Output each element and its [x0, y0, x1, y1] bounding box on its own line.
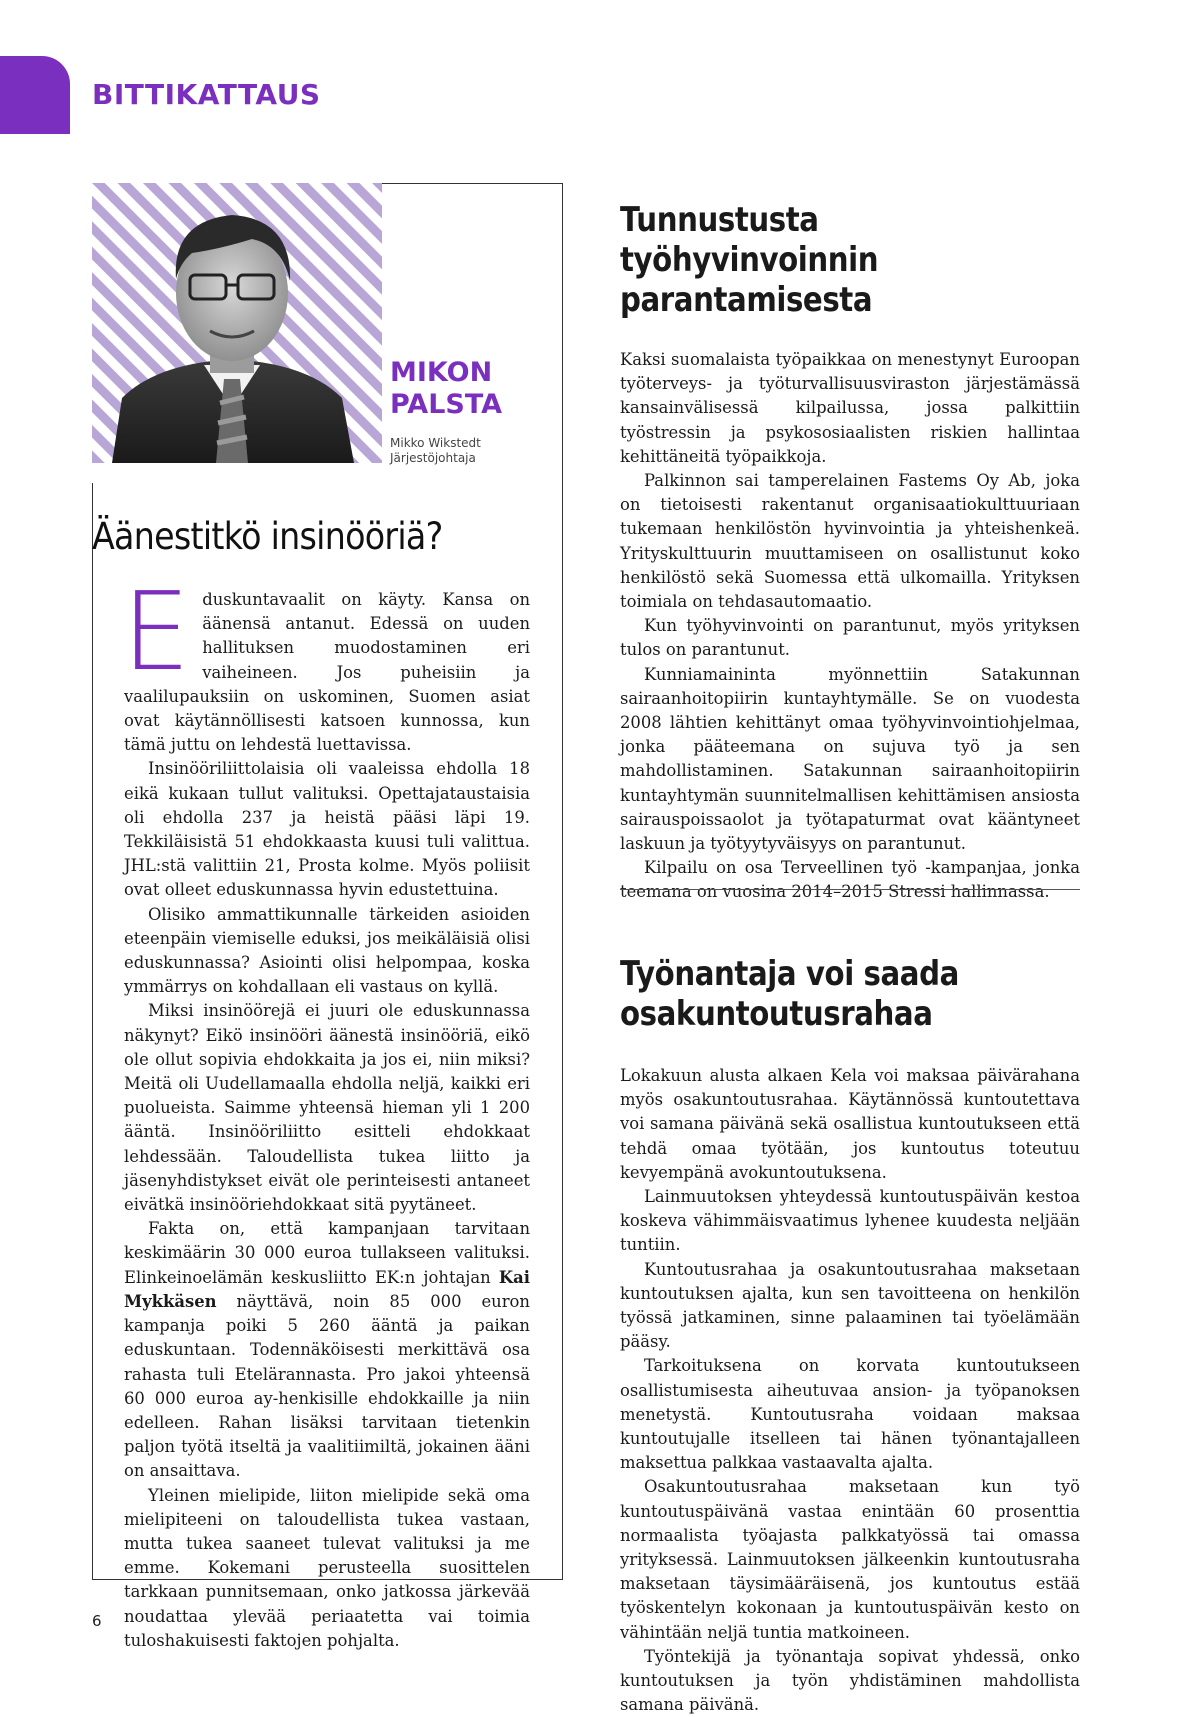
column-paragraph: Olisiko ammattikunnalle tärkeiden asioiden eteenpäin viemiselle eduksi, jos meikäläisiä olisi eduskunnassa? Asiointi olisi helpompaa, koska ymmärrys on kohdallaan eli vastaus on kyllä.	[124, 904, 530, 997]
columnist-heading	[390, 357, 502, 421]
article-title-line2: parantamisesta	[620, 280, 873, 320]
article-paragraph: Kaksi suomalaista työpaikkaa on menestynyt Euroopan työterveys- ja työturvallisuusviraston järjestämässä kansainvälisessä kilpailussa, jossa palkittiin työstressin ja psykososiaalisten riskien hallintaa kehittäneitä työpaikkoja.	[620, 350, 1080, 466]
frame-left-line	[92, 483, 93, 1579]
column-paragraph: Miksi insinöörejä ei juuri ole eduskunnassa näkynyt? Eikö insinööri äänestä insinööriä, eikö ole ollut sopivia ehdokkaita ja jos ei, niin miksi? Meitä oli Uudellamaalla ehdolla neljä, kaikki eri puolueista. Saimme yhteensä hieman yli 1 200 ääntä. Insinööriliitto esitteli ehdokkaat lehdessään. Taloudellista tukea liitto ja jäsenyhdistykset eivät ole perinteisesti antaneet eivätkä insinööriehdokkaat sitä pyytäneet.	[124, 1001, 530, 1215]
para5-bold-name: Kai Mykkäsen	[124, 1267, 530, 1311]
article-paragraph: Palkinnon sai tamperelainen Fastems Oy Ab, joka on tietoisesti rakentanut organisaatiokulttuuriaan tukemaan henkilöstön hyvinvointia ja yhteishenkeä. Yrityskulttuurin muuttamiseen on osallistunut koko henkilöstö sekä Suomessa että ulkomailla. Yrityksen toimiala on tehdasautomaatio.	[620, 471, 1080, 612]
column-paragraph: Insinööriliittolaisia oli vaaleissa ehdolla 18 eikä kukaan tullut valituksi. Opettajataustaisia oli ehdolla 237 ja heistä pääsi läpi 19. Tekkiläisistä 51 ehdokkaasta kuusi tuli valittua. JHL:stä valittiin 21, Prosta kolme. Myös poliisit ovat olleet eduskunnassa hyvin edustettuina.	[124, 759, 530, 900]
article-recognition	[620, 200, 1080, 905]
frame-right-line	[562, 183, 563, 1579]
article-title	[620, 200, 1084, 320]
column-body	[122, 570, 530, 1653]
section-label: BITTIKATTAUS	[92, 78, 321, 111]
author-credit	[390, 436, 481, 466]
para5-text-after: näyttävä, noin 85 000 euron kampanja poiki 5 260 ääntä ja paikan eduskuntaan. Todennäköisesti merkittävä osa rahasta tuli Etelärannasta. Pro jakoi yhteensä 60 000 euroa ay-henkisille ehdokkaille ja niin edelleen. Rahan lisäksi tarvitaan tietenkin paljon työtä itseltä ja vaalitiimiltä, jokainen ääni on ansaittava.	[124, 1291, 530, 1481]
columnist-heading-line1: MIKON	[390, 357, 493, 388]
dropcap-letter: E	[122, 570, 191, 695]
column-headline: Äänestitkö insinööriä?	[92, 515, 443, 558]
author-name: Mikko Wikstedt	[390, 436, 481, 450]
article-rehab-allowance	[620, 954, 1080, 1717]
page-number: 6	[92, 1612, 102, 1630]
article-paragraph: Kun työhyvinvointi on parantunut, myös yrityksen tulos on parantunut.	[620, 616, 1080, 660]
article-paragraph: Lokakuun alusta alkaen Kela voi maksaa päivärahana myös osakuntoutusrahaa. Käytännössä kuntoutettava voi samana päivänä sekä osallistua kuntoutukseen että tehdä omaa työtään, jos kuntoutus toteutuu kevyempänä avokuntoutuksena.	[620, 1066, 1080, 1182]
article-title-line1: Tunnustusta työhyvinvoinnin	[620, 200, 879, 280]
para5-text-before: Fakta on, että kampanjaan tarvitaan keskimäärin 30 000 euroa tullakseen valituksi. Elinkeinoelämän keskusliitto EK:n johtajan	[124, 1219, 530, 1287]
article-paragraph: Kilpailu on osa Terveellinen työ -kampanjaa, jonka teemana on vuosina 2014–2015 Stressi hallinnassa.	[620, 858, 1080, 902]
article-paragraph: Kunniamaininta myönnettiin Satakunnan sairaanhoitopiirin kuntayhtymälle. Se on vuodesta 2008 lähtien kehittänyt omaa työhyvinvointiohjelmaa, jonka pääteemana on sujuva työ ja sen mahdollistaminen. Satakunnan sairaanhoitopiirin kuntayhtymän suunnitelmallisen kehittämisen ansiosta sairauspoissaolot ja työtapaturmat ovat kääntyneet laskuun ja työtyytyväisyys on parantunut.	[620, 664, 1080, 854]
article-paragraph: Kuntoutusrahaa ja osakuntoutusrahaa maksetaan kuntoutuksen ajalta, kun sen tavoitteena on henkilön työssä jatkaminen, sinne palaaminen tai työelämään pääsy.	[620, 1259, 1080, 1352]
article-paragraph: Lainmuutoksen yhteydessä kuntoutuspäivän kestoa koskeva vähimmäisvaatimus lyhenee kuudesta neljään tuntiin.	[620, 1187, 1080, 1255]
column-paragraph-text: duskuntavaalit on käyty. Kansa on äänensä antanut. Edessä on uuden hallituksen muodostaminen eri vaiheineen. Jos puheisiin ja vaalilupauksiin on uskominen, Suomen asiat ovat käytännöllisesti katsoen kunnossa, kun tämä juttu on lehdestä luettavissa.	[124, 590, 530, 755]
article-paragraph: Työntekijä ja työnantaja sopivat yhdessä, onko kuntoutuksen ja työn yhdistäminen mahdollista samana päivänä.	[620, 1646, 1080, 1715]
article-body	[620, 1064, 1080, 1717]
article-divider	[620, 889, 1080, 890]
article-paragraph: Osakuntoutusrahaa maksetaan kun työ kuntoutuspäivänä vastaa enintään 60 prosenttia normaalista työajasta palkkatyössä tai omassa yrityksessä. Lainmuutoksen jälkeenkin kuntoutusraha maksetaan täysimääräisenä, jos kuntoutus estää työskentelyn kokonaan ja kuntoutuspäivän kesto on vähintään neljä tuntia matkoineen.	[620, 1477, 1080, 1642]
column-paragraph: Yleinen mielipide, liiton mielipide sekä oma mielipiteeni on taloudellista tukea vastaan, mutta tukea saaneet tulevat valituksi ja me emme. Kokemani perusteella suosittelen tarkkaan punnitsemaan, onko jatkossa järkevää noudattaa ylevää periaatetta vai toimia tuloshakuisesti faktojen pohjalta.	[124, 1485, 530, 1650]
column-paragraph	[122, 570, 530, 757]
column-paragraph	[124, 1217, 530, 1483]
columnist-heading-line2: PALSTA	[390, 389, 503, 420]
columnist-portrait	[92, 183, 382, 463]
article-title-line2: osakuntoutusrahaa	[620, 994, 933, 1034]
section-tab	[0, 56, 70, 134]
article-title-line1: Työnantaja voi saada	[620, 954, 959, 994]
article-title	[620, 954, 1084, 1034]
article-body	[620, 348, 1080, 905]
author-title: Järjestöjohtaja	[390, 451, 476, 465]
article-paragraph: Tarkoituksena on korvata kuntoutukseen osallistumisesta aiheutuvaa ansion- ja työpanoksen menetystä. Kuntoutusraha voidaan maksaa kuntoutujalle itselleen tai hänen työnantajalleen maksettua palkkaa vastaavalta ajalta.	[620, 1356, 1080, 1473]
